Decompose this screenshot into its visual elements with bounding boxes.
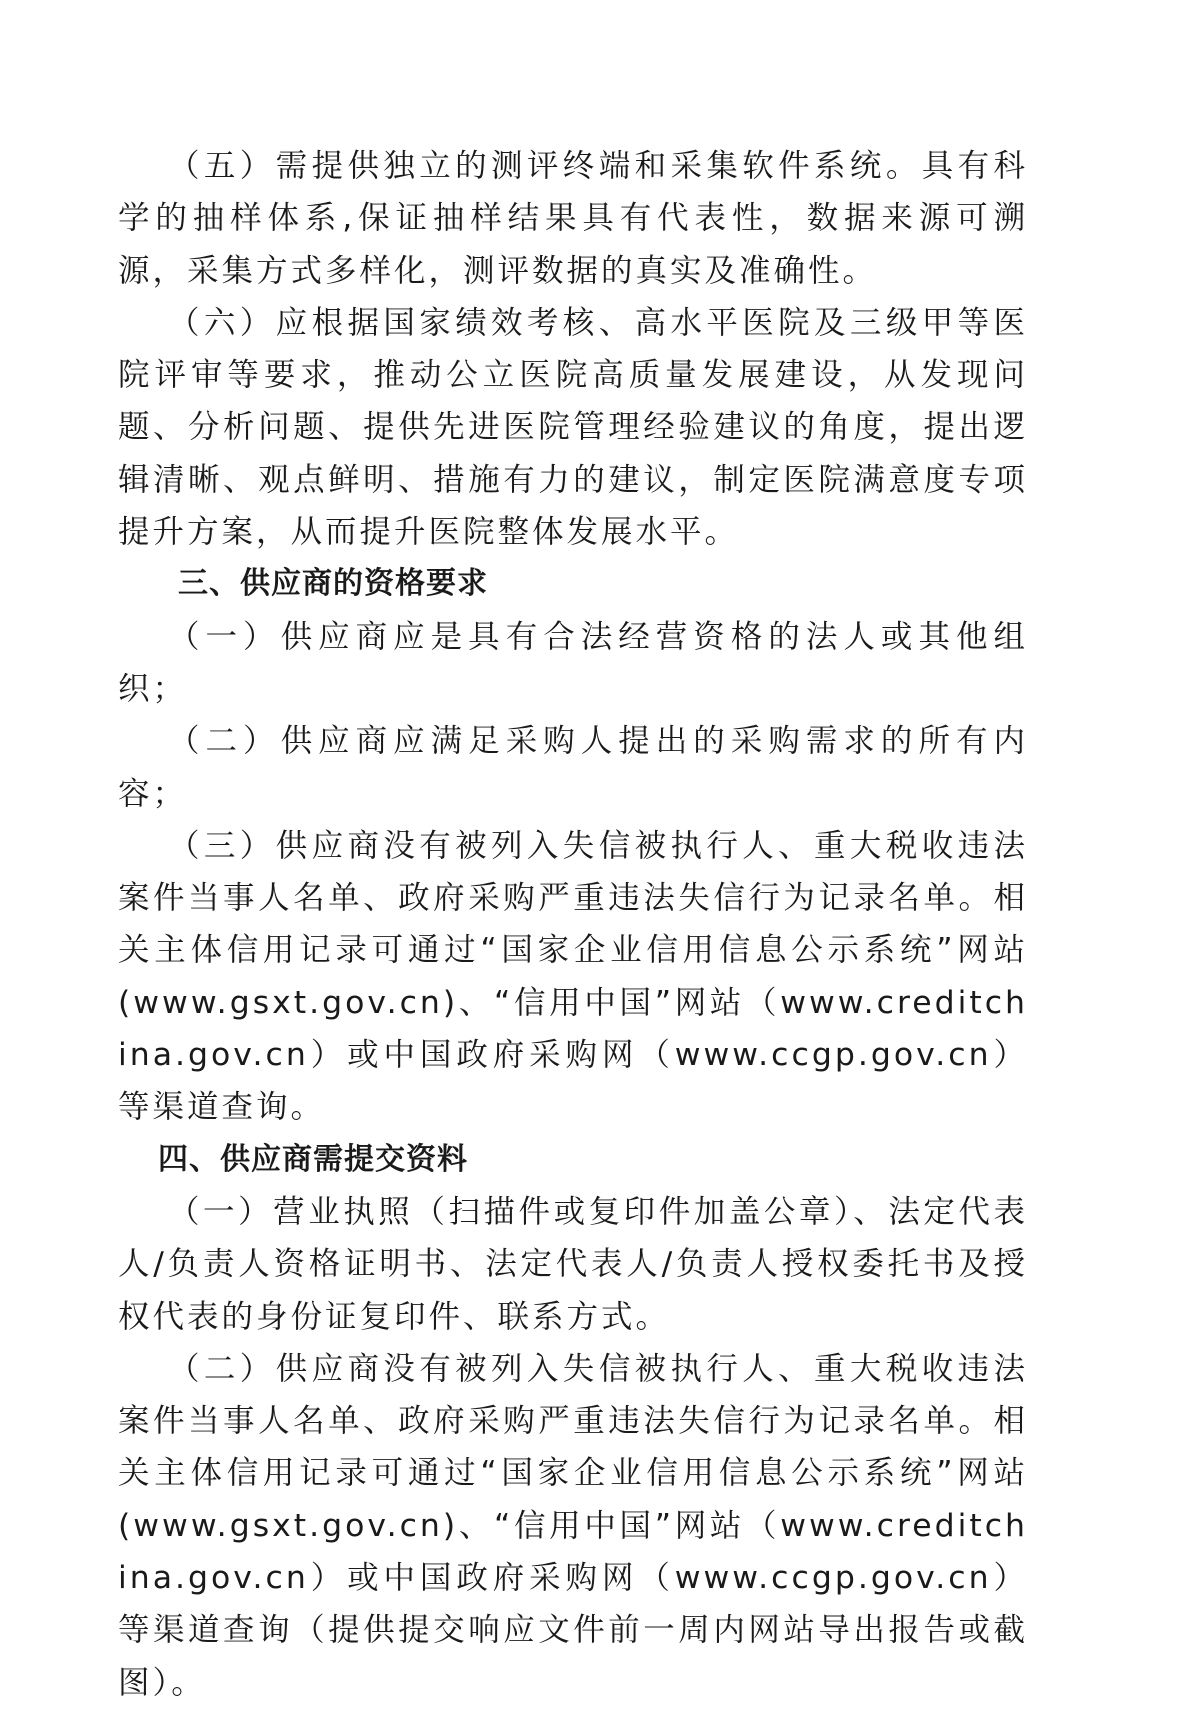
paragraph-item-5: （五）需提供独立的测评终端和采集软件系统。具有科学的抽样体系,保证抽样结果具有代表性，数据来源可溯源，采集方式多样化，测评数据的真实及准确性。 (118, 148, 1028, 289)
document-body (118, 140, 1028, 1709)
section-4-item-1: （一）营业执照（扫描件或复印件加盖公章）、法定代表人/负责人资格证明书、法定代表人/负责人授权委托书及授权代表的身份证复印件、联系方式。 (118, 1193, 1028, 1335)
section-3-heading: 三、供应商的资格要求 (178, 566, 488, 602)
paragraph-item-6: （六）应根据国家绩效考核、高水平医院及三级甲等医院评审等要求，推动公立医院高质量发展建设，从发现问题、分析问题、提供先进医院管理经验建议的角度，提出逻辑清晰、观点鲜明、措施有力的建议，制定医院满意度专项提升方案，从而提升医院整体发展水平。 (118, 304, 1028, 551)
section-3-item-3: （三）供应商没有被列入失信被执行人、重大税收违法案件当事人名单、政府采购严重违法失信行为记录名单。相关主体信用记录可通过“国家企业信用信息公示系统”网站(www.gsxt.gov.cn)、“信用中国”网站（www.creditchina.gov.cn）或中国政府采购网（www.ccgp.gov.cn）等渠道查询。 (118, 827, 1028, 1126)
section-3-item-1: （一）供应商应是具有合法经营资格的法人或其他组织； (118, 618, 1028, 707)
section-3-item-2: （二）供应商应满足采购人提出的采购需求的所有内容； (118, 723, 1028, 812)
section-4-heading: 四、供应商需提交资料 (158, 1141, 468, 1177)
section-4-item-2: （二）供应商没有被列入失信被执行人、重大税收违法案件当事人名单、政府采购严重违法失信行为记录名单。相关主体信用记录可通过“国家企业信用信息公示系统”网站(www.gsxt.gov.cn)、“信用中国”网站（www.creditchina.gov.cn）或中国政府采购网（www.ccgp.gov.cn）等渠道查询（提供提交响应文件前一周内网站导出报告或截图）。 (118, 1350, 1028, 1701)
